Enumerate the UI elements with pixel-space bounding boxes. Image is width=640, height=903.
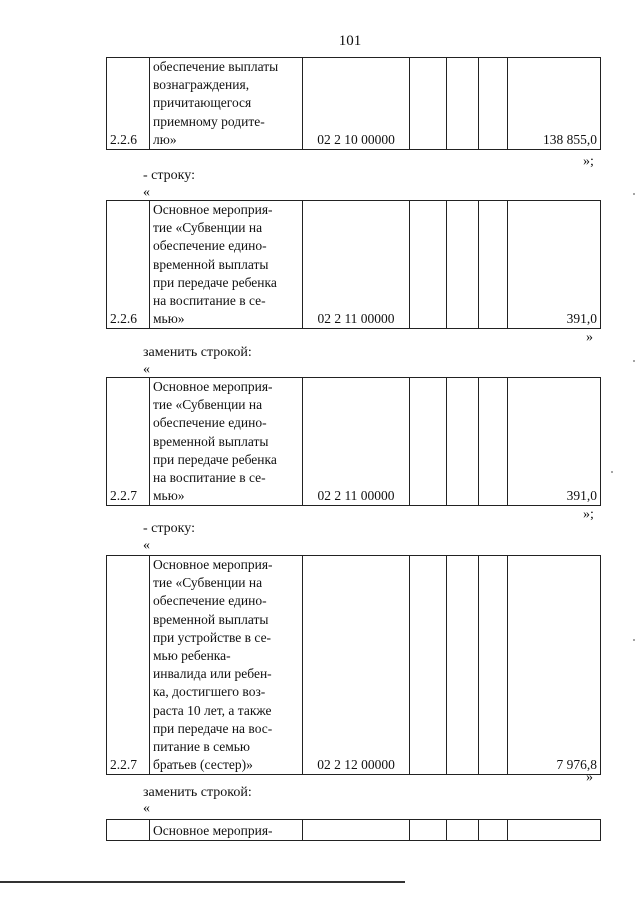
row-code: 02 2 10 00000 <box>303 58 410 150</box>
empty-cell <box>479 58 508 150</box>
closing-quote: »; <box>583 154 594 169</box>
row-sum: 138 855,0 <box>508 58 601 150</box>
empty-cell <box>410 820 447 841</box>
row-sum <box>508 820 601 841</box>
empty-cell <box>447 378 479 506</box>
empty-cell <box>479 201 508 329</box>
empty-cell <box>447 820 479 841</box>
row-code: 02 2 11 00000 <box>303 378 410 506</box>
row-sum: 391,0 <box>508 378 601 506</box>
empty-cell <box>479 556 508 775</box>
empty-cell <box>447 201 479 329</box>
row-number <box>107 820 150 841</box>
budget-table-row <box>106 57 601 150</box>
closing-quote: » <box>586 330 593 345</box>
row-name: Основное мероприя- <box>150 820 303 841</box>
scan-speck <box>633 360 635 362</box>
budget-table-row <box>106 377 601 506</box>
scan-speck <box>633 639 635 641</box>
row-name: Основное мероприя- тие «Субвенции на обеспечение едино- временной выплаты при передаче ребенка на воспитание в се- мью» <box>150 378 303 506</box>
scan-speck <box>633 193 635 195</box>
row-number: 2.2.6 <box>107 58 150 150</box>
row-code <box>303 820 410 841</box>
opening-quote: « <box>143 362 150 377</box>
budget-table-row <box>106 555 601 775</box>
empty-cell <box>410 201 447 329</box>
closing-quote: » <box>586 770 593 785</box>
closing-quote: »; <box>583 507 594 522</box>
instruction-text: - строку: <box>143 521 195 536</box>
opening-quote: « <box>143 538 150 553</box>
row-name: Основное мероприя- тие «Субвенции на обеспечение едино- временной выплаты при передаче ребенка на воспитание в се- мью» <box>150 201 303 329</box>
budget-table-row <box>106 200 601 329</box>
budget-table-row <box>106 819 601 841</box>
row-number: 2.2.7 <box>107 556 150 775</box>
empty-cell <box>410 556 447 775</box>
empty-cell <box>479 820 508 841</box>
row-code: 02 2 12 00000 <box>303 556 410 775</box>
row-number: 2.2.6 <box>107 201 150 329</box>
empty-cell <box>410 58 447 150</box>
scan-speck <box>611 471 613 473</box>
scan-edge-line <box>0 881 405 883</box>
instruction-text: - строку: <box>143 168 195 183</box>
row-sum: 7 976,8 <box>508 556 601 775</box>
empty-cell <box>447 58 479 150</box>
instruction-text: заменить строкой: <box>143 345 252 360</box>
empty-cell <box>479 378 508 506</box>
row-code: 02 2 11 00000 <box>303 201 410 329</box>
empty-cell <box>447 556 479 775</box>
opening-quote: « <box>143 185 150 200</box>
row-name: Основное мероприя- тие «Субвенции на обеспечение едино- временной выплаты при устройстве в се- мью ребенка- инвалида или ребен- ка, достигшего воз- раста 10 лет, а также при передаче на вос- питание в семью братьев (сестер)» <box>150 556 303 775</box>
empty-cell <box>410 378 447 506</box>
page-number: 101 <box>338 33 362 49</box>
row-number: 2.2.7 <box>107 378 150 506</box>
opening-quote: « <box>143 801 150 816</box>
instruction-text: заменить строкой: <box>143 785 252 800</box>
row-sum: 391,0 <box>508 201 601 329</box>
row-name: обеспечение выплаты вознаграждения, причитающегося приемному родите- лю» <box>150 58 303 150</box>
